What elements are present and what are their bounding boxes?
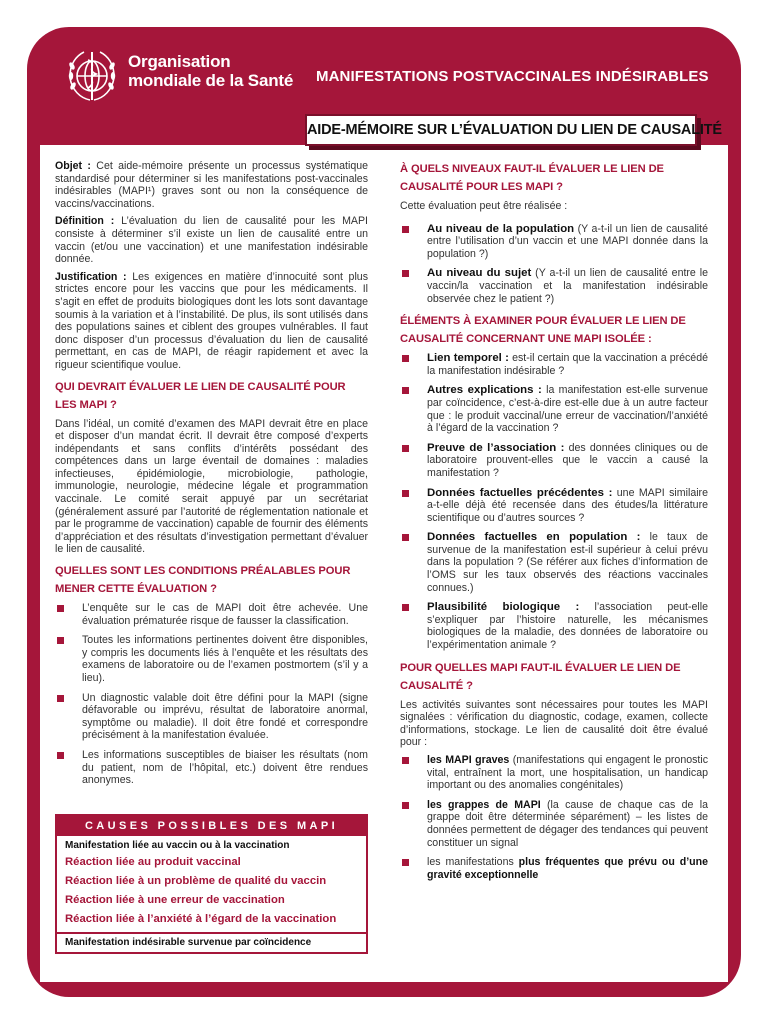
item-head: Au niveau de la population	[427, 222, 575, 235]
item-head: Autres explications :	[427, 384, 542, 397]
heading-qui: QUI DEVRAIT ÉVALUER LE LIEN DE CAUSALITÉ POUR LES MAPI ?	[55, 380, 346, 411]
list-item	[400, 601, 708, 651]
elements-list	[400, 352, 708, 651]
cause-coincidence: Manifestation indésirable survenue par coïncidence	[57, 932, 366, 952]
heading-elements: ÉLÉMENTS À EXAMINER POUR ÉVALUER LE LIEN DE CAUSALITÉ CONCERNANT UNE MAPI ISOLÉE :	[400, 315, 686, 346]
list-item	[400, 754, 708, 792]
item-text: l’association peut-elle s’expliquer par l’histoire naturelle, les mécanismes biologiques de la maladie, des données de laboratoire ou l’expérimentation animale ?	[427, 601, 708, 652]
item-head: Plausibilité biologique :	[427, 601, 580, 614]
heading-niveaux: À QUELS NIVEAUX FAUT-IL ÉVALUER LE LIEN DE CAUSALITÉ POUR LES MAPI ?	[400, 163, 664, 193]
item-text: la manifestation est-elle survenue par coïncidence, c’est-à-dire est-elle due à un autre facteur que : le produit vaccinal/une erreur de vaccination/l’anxiété à l’égard de la vaccination ?	[427, 384, 708, 435]
definition-label: Définition :	[55, 215, 115, 228]
list-item	[400, 384, 708, 434]
list-item: L’enquête sur le cas de MAPI doit être achevée. Une évaluation prématurée risque de fausser la classification.	[55, 602, 368, 627]
subtitle: AIDE-MÉMOIRE SUR L’ÉVALUATION DU LIEN DE CAUSALITÉ	[307, 122, 722, 138]
who-emblem-icon	[62, 46, 122, 106]
item-text: (manifestations qui engagent le pronostic vital, entraînent la mort, une hospitalisation, un handicap important ou des anomalies congénitales)	[427, 754, 708, 792]
list-item: Les informations susceptibles de biaiser les résultats (nom du patient, nom de l’hôpital, etc.) doivent être rendues anonymes.	[55, 749, 368, 787]
item-head: Au niveau du sujet	[427, 267, 532, 280]
header-title: MANIFESTATIONS POSTVACCINALES INDÉSIRABLES	[316, 68, 709, 85]
item-head: Données factuelles précédentes :	[427, 486, 613, 499]
qui-paragraph: Dans l’idéal, un comité d’examen des MAPI devrait être en place et disposer d’un mandat écrit. Il devrait être composé d’experts indépendants et sans conflits d’intérêts possédant des compétences dans un large éventail de domaines : maladies infectieuses, épidémiologie, microbiologie, pathologie, immunologie, neurologie, médecine légale et programmation vaccinale. Le comité serait appuyé par un secrétariat (généralement assuré par l’autorité de réglementation nationale et par le programme de vaccination) capable de fournir des éléments d’appréciation et des résultats d’investigation permettant d’évaluer le lien de causalité.	[55, 417, 368, 556]
list-item	[400, 487, 708, 525]
heading-quelles: POUR QUELLES MAPI FAUT-IL ÉVALUER LE LIEN DE CAUSALITÉ ?	[400, 661, 681, 692]
item-text: (la cause de chaque cas de la grappe doit être déterminée séparément) – les listes de données permettent de dégager des tendances qui peuvent constituer un signal	[427, 798, 708, 849]
left-column	[55, 160, 368, 794]
list-item	[400, 442, 708, 480]
list-item: Toutes les informations pertinentes doivent être disponibles, y compris les documents liés à l’enquête et les résultats des examens de laboratoire ou de l’examen postmortem (s’il y a lieu).	[55, 634, 368, 684]
objet-text: Cet aide-mémoire présente un processus systématique standardisé pour déterminer si les manifestations post-vaccinales indésirables (MAPI¹) graves sont ou non la conséquence de vaccins/vaccinations.	[55, 160, 368, 210]
cause-item: Réaction liée à l’anxiété à l’égard de la vaccination	[65, 913, 337, 925]
item-head: Lien temporel :	[427, 352, 509, 365]
cause-item: Réaction liée à un problème de qualité du vaccin	[65, 875, 327, 887]
cause-vaccine-related: Manifestation liée au vaccin ou à la vaccination	[65, 840, 290, 851]
item-head: plus fréquentes que prévu ou d’une gravité exceptionnelle	[427, 856, 708, 881]
quelles-intro: Les activités suivantes sont nécessaires pour toutes les MAPI signalées : vérification du diagnostic, codage, examen, collecte d’informations, stockage. Le lien de causalité doit être évalué pour :	[400, 698, 708, 749]
item-head: les grappes de MAPI	[427, 798, 541, 811]
heading-conditions: QUELLES SONT LES CONDITIONS PRÉALABLES POUR MENER CETTE ÉVALUATION ?	[55, 565, 351, 596]
item-head: les MAPI graves	[427, 754, 510, 766]
item-head: Données factuelles en population :	[427, 531, 641, 544]
cause-item: Réaction liée au produit vaccinal	[65, 856, 241, 868]
org-line-2: mondiale de la Santé	[128, 71, 294, 90]
justification-label: Justification :	[55, 270, 127, 283]
right-column	[400, 160, 708, 888]
item-text: est-il certain que la vaccination a précédé la manifestation indésirable ?	[427, 352, 708, 377]
list-item	[400, 352, 708, 377]
cause-item: Réaction liée à une erreur de vaccination	[65, 894, 285, 906]
justification-text: Les exigences en matière d’innocuité sont plus strictes encore pour les vaccins que pour les médicaments. Il s’agit en effet de produits biologiques dont les lots sont davantage soumis à la variation et à l’instabilité. De plus, ils sont utilisés dans des populations saines et ciblent des groupes vulnérables. Il faut donc disposer d’un processus d’évaluation du lien de causalité permettant, en cas de MAPI, de réagir rapidement et avec la rigueur scientifique voulue.	[55, 270, 368, 371]
list-item	[400, 531, 708, 594]
causes-box	[55, 814, 368, 954]
list-item	[400, 799, 708, 849]
justification-paragraph	[55, 271, 368, 372]
objet-label: Objet :	[55, 160, 91, 172]
conditions-list	[55, 602, 368, 787]
organization-name	[128, 52, 293, 90]
niveaux-intro: Cette évaluation peut être réalisée :	[400, 200, 568, 212]
definition-paragraph	[55, 215, 368, 265]
org-line-1: Organisation	[128, 52, 231, 71]
list-item	[400, 856, 708, 881]
definition-text: L’évaluation du lien de causalité pour les MAPI consiste à déterminer s’il existe un lien de causalité entre un vaccin (et/ou une vaccination) et une manifestation indésirable donnée.	[55, 215, 368, 266]
item-pre: les manifestations	[427, 856, 519, 869]
objet-paragraph	[55, 160, 368, 210]
item-head: Preuve de l’association :	[427, 441, 565, 454]
item-text: (Y a-t-il un lien de causalité entre l’utilisation d’un vaccin et une MAPI donnée dans la population ?)	[427, 222, 708, 260]
item-text: une MAPI similaire a-t-elle déjà été recensée dans des études/la littérature scientifique ou d’autres sources ?	[427, 486, 708, 524]
quelles-list	[400, 754, 708, 881]
niveaux-list	[400, 223, 708, 306]
item-text: des données cliniques ou de laboratoire prouvent-elles que le vaccin a causé la manifestation ?	[427, 441, 709, 479]
item-text: le taux de survenue de la manifestation est-il supérieur à celui prévu dans la population ? (Se référer aux fiches d’information de l’OMS sur les taux observés des réactions vaccinales connues.)	[427, 531, 708, 594]
list-item: Un diagnostic valable doit être défini pour la MAPI (signe défavorable ou imprévu, résultat de laboratoire anormal, symptôme ou maladie). Il doit être fondé et correspondre précisément à la manifestation évaluée.	[55, 692, 368, 742]
list-item	[400, 223, 708, 261]
causes-title: CAUSES POSSIBLES DES MAPI	[57, 816, 366, 836]
item-text: (Y a-t-il un lien de causalité entre le vaccin/la vaccination et la manifestation indésirable observée chez le patient ?)	[427, 267, 708, 305]
subtitle-box	[305, 114, 722, 146]
list-item	[400, 267, 708, 305]
